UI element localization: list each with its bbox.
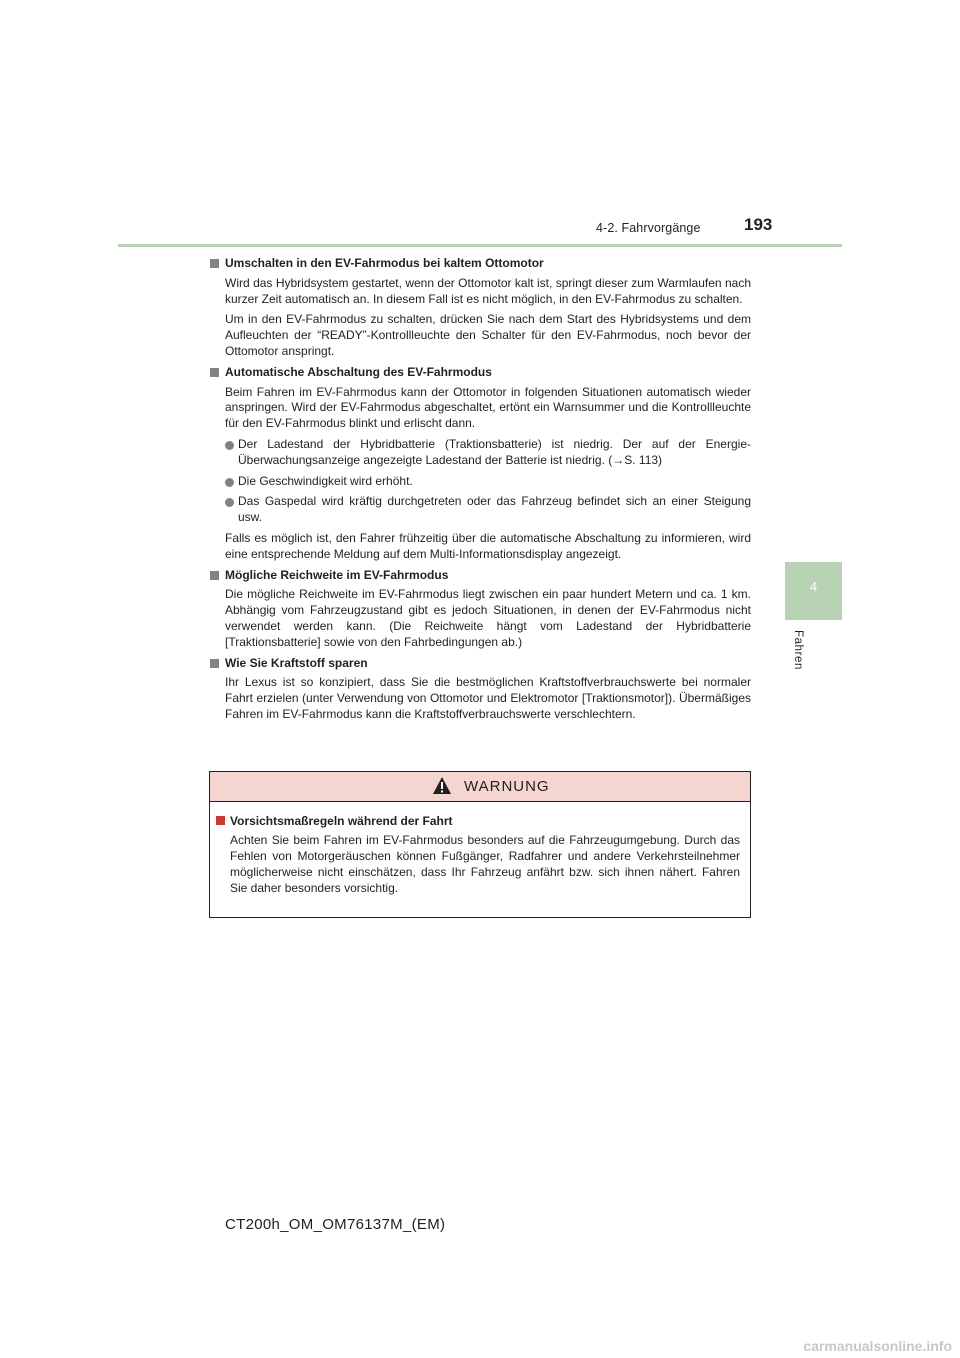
- round-bullet-icon: [225, 498, 234, 507]
- section-heading: [210, 365, 751, 381]
- warning-heading: [216, 813, 740, 829]
- square-bullet-icon: [210, 368, 219, 377]
- warning-triangle-icon: [432, 776, 452, 795]
- paragraph: Wird das Hybridsystem gestartet, wenn der Ottomotor kalt ist, springt dieser zum Warmlaufen nach kurzer Zeit automatisch an. In diesem Fall ist es nicht möglich, in den EV-Fahrmodus zu schalten.: [225, 275, 751, 306]
- document-code: CT200h_OM_OM76137M_(EM): [225, 1216, 446, 1233]
- list-item: [225, 474, 751, 490]
- square-bullet-icon: [210, 659, 219, 668]
- section-heading: [210, 656, 751, 672]
- paragraph: Falls es möglich ist, den Fahrer frühzeitig über die automatische Abschaltung zu informieren, wird eine entsprechende Meldung auf dem Multi-Informationsdisplay angezeigt.: [225, 530, 751, 561]
- paragraph: Um in den EV-Fahrmodus zu schalten, drücken Sie nach dem Start des Hybridsystems und dem Aufleuchten der “READY”-Kontrollleuchte den Schalter für den EV-Fahrmodus, noch bevor der Ottomotor anspringt.: [225, 312, 751, 358]
- warning-body: [216, 813, 740, 896]
- page-number: 193: [744, 215, 773, 234]
- paragraph: Die mögliche Reichweite im EV-Fahrmodus liegt zwischen ein paar hundert Metern und ca. 1 km. Abhängig vom Fahrzeugzustand gibt es jedoch Situationen, in denen der EV-Fahrmodus nicht verwendet werden kann. (Die Reichweite hängt vom Ladestand der Hybridbatterie [Traktionsbatterie] sowie von den Fahrbedingungen ab.): [225, 587, 751, 649]
- round-bullet-icon: [225, 441, 234, 450]
- round-bullet-icon: [225, 478, 234, 487]
- paragraph: Ihr Lexus ist so konzipiert, dass Sie die bestmöglichen Kraftstoffverbrauchswerte bei normaler Fahrt erzielen (unter Verwendung von Ottomotor und Elektromotor [Traktionsmotor]). Übermäßiges Fahren im EV-Fahrmodus kann die Kraftstoffverbrauchswerte verschlechtern.: [225, 675, 751, 721]
- square-bullet-icon: [210, 259, 219, 268]
- section-heading: [210, 256, 751, 272]
- list-item-text: Das Gaspedal wird kräftig durchgetreten oder das Fahrzeug befindet sich an einer Steigung usw.: [238, 494, 751, 525]
- section-heading-text: Wie Sie Kraftstoff sparen: [225, 655, 368, 670]
- chapter-label: Fahren: [792, 630, 804, 671]
- warning-heading-text: Vorsichtsmaßregeln während der Fahrt: [230, 814, 453, 828]
- chapter-tab: [785, 562, 842, 620]
- list-item: [225, 437, 751, 469]
- running-header-section: 4-2. Fahrvorgänge: [596, 221, 701, 235]
- section-heading-text: Automatische Abschaltung des EV-Fahrmodus: [225, 364, 492, 379]
- warning-title: WARNUNG: [464, 778, 550, 795]
- section-heading: [210, 568, 751, 584]
- warning-header: [210, 772, 750, 802]
- paragraph: Beim Fahren im EV-Fahrmodus kann der Ottomotor in folgenden Situationen automatisch wieder anspringen. Wird der EV-Fahrmodus abgeschaltet, ertönt ein Warnsummer und die Kontrollleuchte für den EV-Fahrmodus blinkt und erlischt dann.: [225, 384, 751, 431]
- warning-box: [209, 771, 751, 918]
- watermark: carmanualsonline.info: [803, 1338, 952, 1354]
- chapter-number: 4: [809, 579, 818, 594]
- header-rule: [118, 244, 842, 247]
- list-item-text: Die Geschwindigkeit wird erhöht.: [238, 473, 413, 488]
- warning-text: Achten Sie beim Fahren im EV-Fahrmodus besonders auf die Fahrzeugumgebung. Durch das Fehlen von Motorgeräuschen können Fußgänger, Radfahrer und andere Verkehrsteilnehmer möglicherweise nicht einschätzen, dass Ihr Fahrzeug anfährt bzw. sich ihnen nähert. Fahren Sie daher besonders vorsichtig.: [230, 833, 740, 895]
- section-heading-text: Mögliche Reichweite im EV-Fahrmodus: [225, 567, 449, 582]
- list-item: [225, 494, 751, 526]
- main-content: [210, 256, 751, 728]
- square-bullet-icon: [210, 571, 219, 580]
- section-heading-text: Umschalten in den EV-Fahrmodus bei kaltem Ottomotor: [225, 256, 544, 270]
- square-bullet-icon: [216, 816, 225, 825]
- list-item-text: Der Ladestand der Hybridbatterie (Traktionsbatterie) ist niedrig. Der auf der Energie-Überwachungsanzeige angezeigte Ladestand der Batterie ist niedrig. (→S. 113): [238, 436, 751, 467]
